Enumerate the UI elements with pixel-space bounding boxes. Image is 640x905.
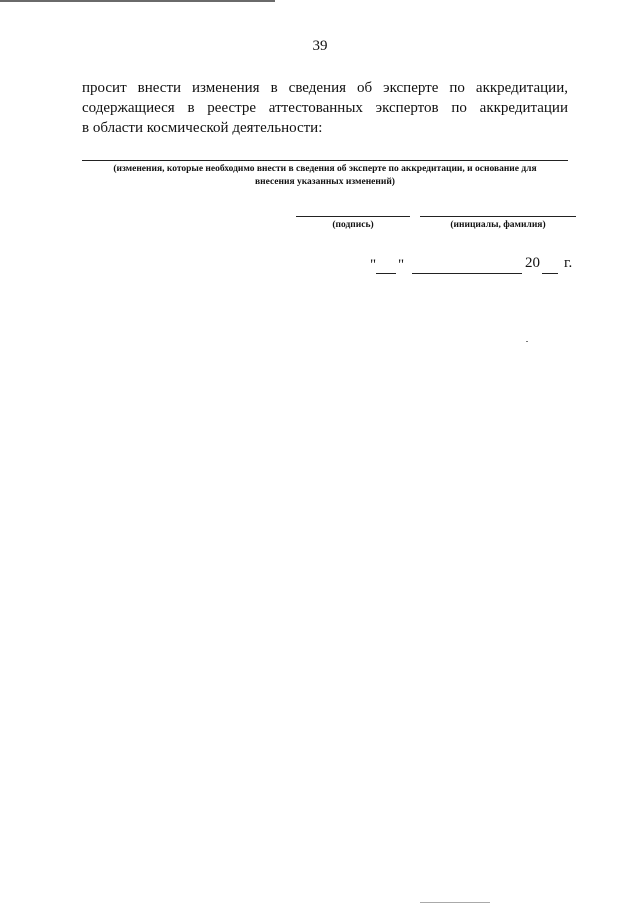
changes-fill-line: [82, 160, 568, 161]
date-day-line: [376, 273, 396, 274]
date-year-suffix: г.: [564, 255, 573, 271]
date-quote-open: ": [370, 257, 377, 273]
scan-edge-mark: [0, 0, 275, 2]
paragraph-line-2: содержащиеся в реестре аттестованных экспертов по аккредитации: [82, 100, 568, 116]
paragraph-line-1: просит внести изменения в сведения об эксперте по аккредитации,: [82, 80, 568, 96]
date-year-line: [542, 273, 558, 274]
signature-caption: (подпись): [332, 220, 374, 230]
page-number: 39: [312, 38, 328, 54]
scan-bottom-mark: [420, 902, 490, 903]
name-caption: (инициалы, фамилия): [450, 220, 546, 230]
scan-speck: [526, 341, 528, 342]
changes-caption-line-1: (изменения, которые необходимо внести в сведения об эксперте по аккредитации, и основание для: [113, 164, 537, 174]
changes-caption-line-2: внесения указанных изменений): [255, 177, 395, 187]
paragraph-line-3: в области космической деятельности:: [82, 120, 323, 136]
date-century: 20: [525, 255, 540, 271]
date-quote-close: ": [398, 257, 405, 273]
signature-line: [296, 216, 410, 217]
date-month-line: [412, 273, 522, 274]
name-line: [420, 216, 576, 217]
